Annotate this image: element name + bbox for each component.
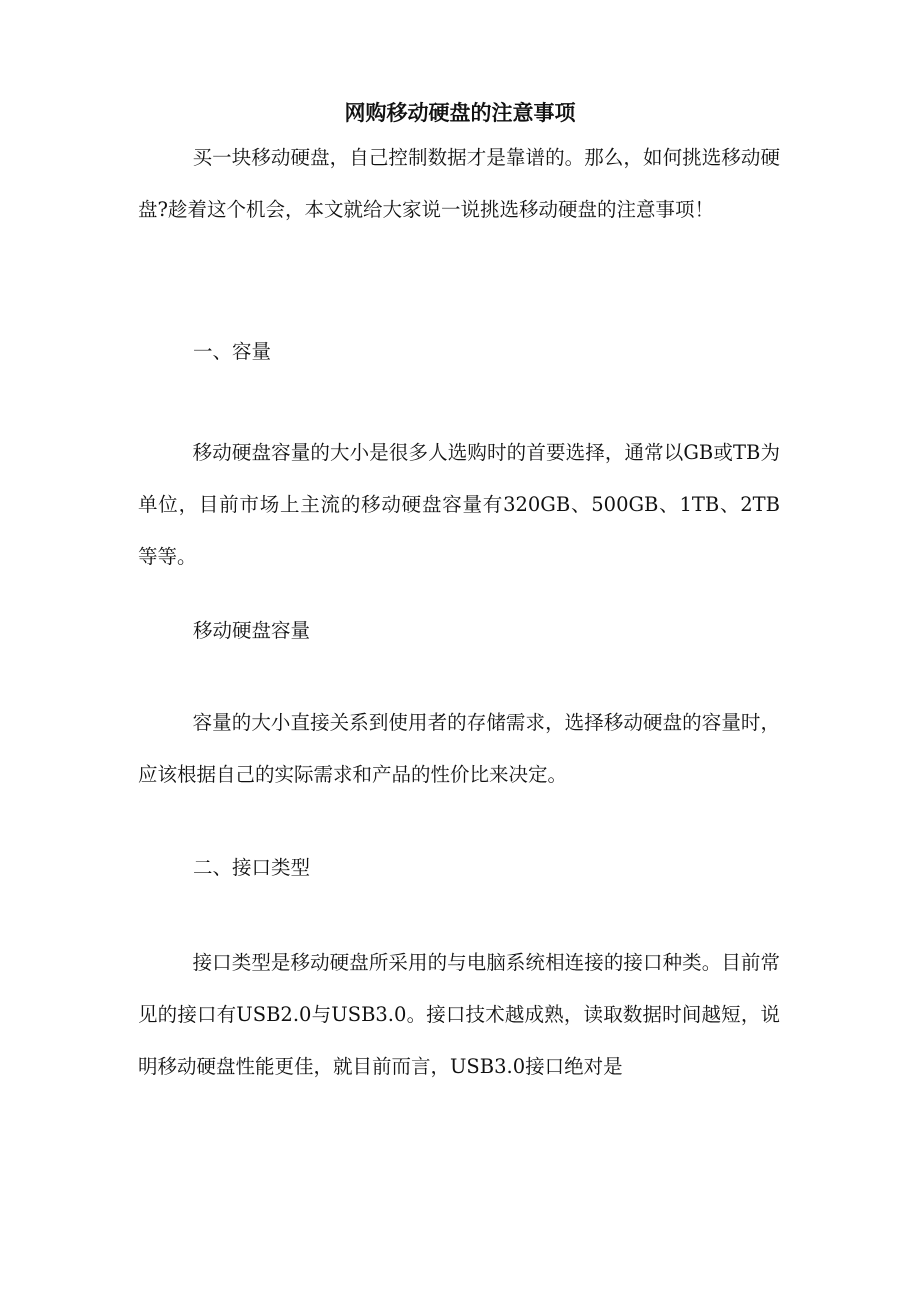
section-1-heading: 一、容量 <box>193 340 272 363</box>
capacity-advice-paragraph: 容量的大小直接关系到使用者的存储需求，选择移动硬盘的容量时，应该根据自己的实际需求和产品的性价比来决定。 <box>138 711 780 786</box>
interface-paragraph: 接口类型是移动硬盘所采用的与电脑系统相连接的接口种类。目前常见的接口有USB2.0与USB3.0。接口技术越成熟，读取数据时间越短，说明移动硬盘性能更佳，就目前而言，USB3.0接口绝对是 <box>138 951 780 1078</box>
capacity-subheading: 移动硬盘容量 <box>193 619 311 642</box>
section-2-heading: 二、接口类型 <box>193 856 311 879</box>
capacity-paragraph: 移动硬盘容量的大小是很多人选购时的首要选择，通常以GB或TB为单位，目前市场上主流的移动硬盘容量有320GB、500GB、1TB、2TB等等。 <box>138 441 780 568</box>
document-title: 网购移动硬盘的注意事项 <box>344 101 576 125</box>
intro-paragraph: 买一块移动硬盘，自己控制数据才是靠谱的。那么，如何挑选移动硬盘?趁着这个机会，本文就给大家说一说挑选移动硬盘的注意事项！ <box>138 146 780 221</box>
